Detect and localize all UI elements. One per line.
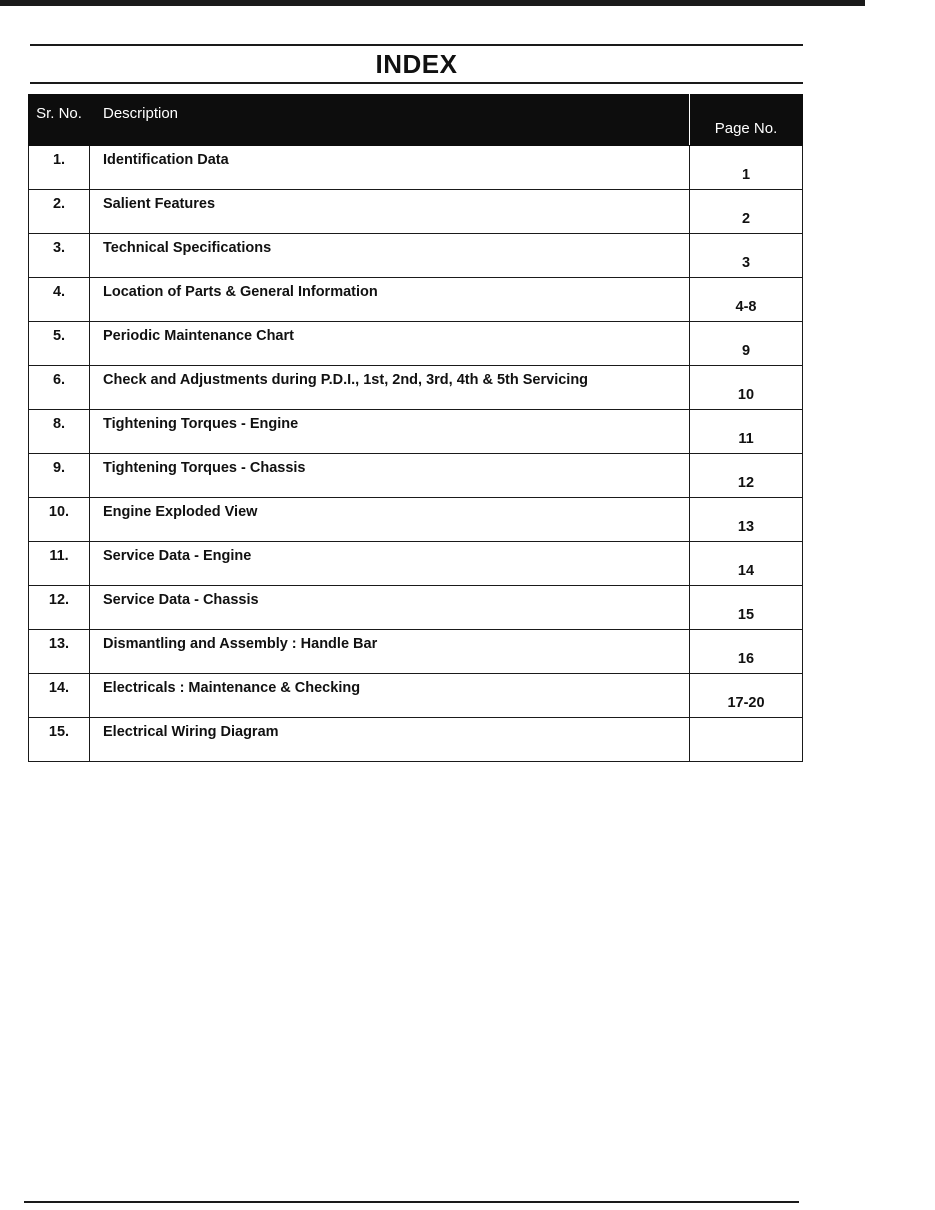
- table-row: [29, 586, 803, 630]
- row-sr-no: 4.: [29, 278, 90, 322]
- row-description: Dismantling and Assembly : Handle Bar: [90, 630, 690, 674]
- index-table: [28, 94, 803, 762]
- row-sr-no: 8.: [29, 410, 90, 454]
- table-row: [29, 542, 803, 586]
- row-sr-no: 11.: [29, 542, 90, 586]
- row-page-no: 16: [690, 630, 803, 674]
- row-description: Check and Adjustments during P.D.I., 1st, 2nd, 3rd, 4th & 5th Servicing: [90, 366, 690, 410]
- table-row: [29, 410, 803, 454]
- page-title: INDEX: [375, 49, 458, 79]
- row-page-no: 3: [690, 234, 803, 278]
- row-sr-no: 15.: [29, 718, 90, 762]
- row-sr-no: 10.: [29, 498, 90, 542]
- row-sr-no: 2.: [29, 190, 90, 234]
- table-body: [29, 146, 803, 762]
- table-row: [29, 322, 803, 366]
- row-description: Salient Features: [90, 190, 690, 234]
- header-description: Description: [90, 95, 690, 146]
- row-page-no: 15: [690, 586, 803, 630]
- row-sr-no: 13.: [29, 630, 90, 674]
- row-sr-no: 5.: [29, 322, 90, 366]
- row-description: Periodic Maintenance Chart: [90, 322, 690, 366]
- table-row: [29, 278, 803, 322]
- row-description: Location of Parts & General Information: [90, 278, 690, 322]
- row-description: Identification Data: [90, 146, 690, 190]
- row-page-no: 17-20: [690, 674, 803, 718]
- row-description: Electricals : Maintenance & Checking: [90, 674, 690, 718]
- top-edge-border: [0, 0, 865, 6]
- table-row: [29, 498, 803, 542]
- row-page-no: 14: [690, 542, 803, 586]
- row-page-no: 4-8: [690, 278, 803, 322]
- row-sr-no: 1.: [29, 146, 90, 190]
- title-bottom-rule: [30, 82, 803, 84]
- table-row: [29, 674, 803, 718]
- row-page-no: 9: [690, 322, 803, 366]
- table-row: [29, 630, 803, 674]
- row-page-no: 2: [690, 190, 803, 234]
- row-page-no: 12: [690, 454, 803, 498]
- table-row: [29, 366, 803, 410]
- table-row: [29, 718, 803, 762]
- row-description: Service Data - Chassis: [90, 586, 690, 630]
- row-sr-no: 9.: [29, 454, 90, 498]
- table-row: [29, 146, 803, 190]
- row-description: Tightening Torques - Engine: [90, 410, 690, 454]
- row-description: Engine Exploded View: [90, 498, 690, 542]
- table-header-row: [29, 95, 803, 146]
- row-sr-no: 6.: [29, 366, 90, 410]
- row-page-no: [690, 718, 803, 762]
- row-sr-no: 12.: [29, 586, 90, 630]
- row-page-no: 1: [690, 146, 803, 190]
- row-description: Electrical Wiring Diagram: [90, 718, 690, 762]
- header-page-no: Page No.: [690, 95, 803, 146]
- row-description: Tightening Torques - Chassis: [90, 454, 690, 498]
- header-sr-no: Sr. No.: [29, 95, 90, 146]
- bottom-rule: [24, 1201, 799, 1203]
- row-page-no: 10: [690, 366, 803, 410]
- table-row: [29, 190, 803, 234]
- row-page-no: 13: [690, 498, 803, 542]
- row-sr-no: 14.: [29, 674, 90, 718]
- row-page-no: 11: [690, 410, 803, 454]
- row-description: Service Data - Engine: [90, 542, 690, 586]
- table-row: [29, 234, 803, 278]
- row-sr-no: 3.: [29, 234, 90, 278]
- row-description: Technical Specifications: [90, 234, 690, 278]
- table-row: [29, 454, 803, 498]
